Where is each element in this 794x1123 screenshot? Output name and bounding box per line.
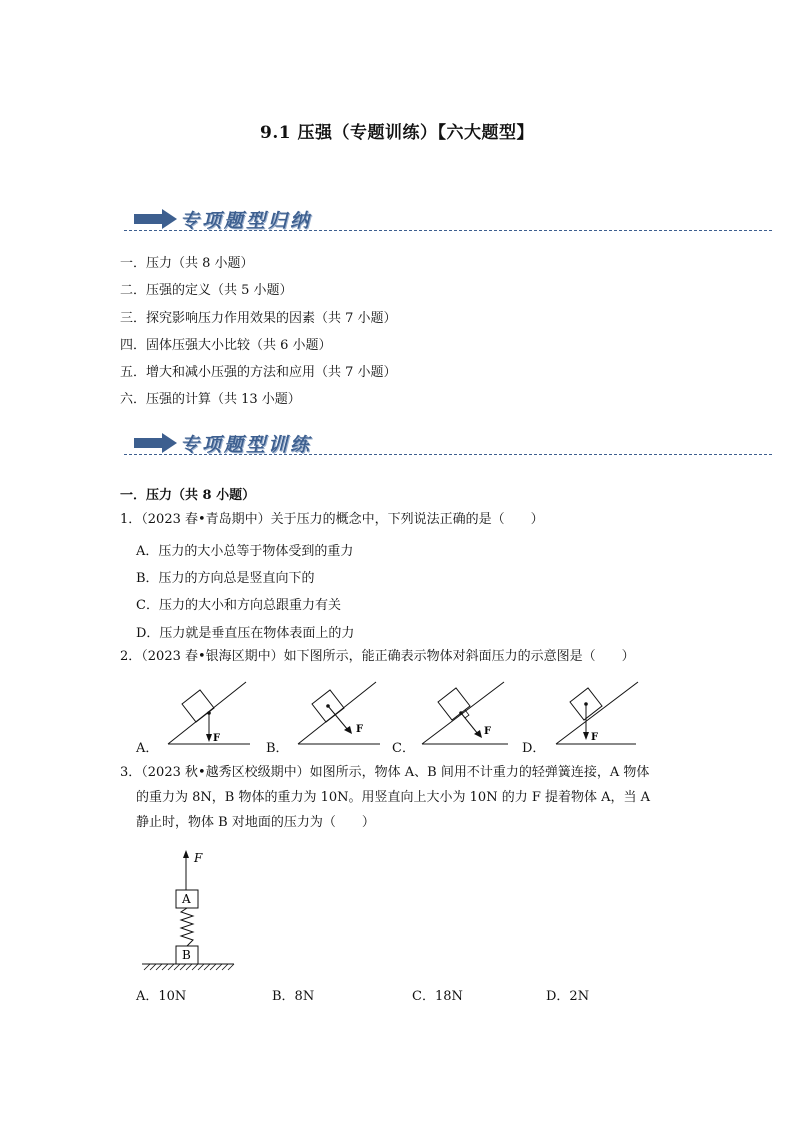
- question-3-option-a[interactable]: A．10N: [136, 989, 187, 1004]
- banner-divider: [124, 230, 772, 231]
- toc-item-1[interactable]: 一．压力（共 8 小题）: [120, 256, 254, 271]
- question-3-option-d[interactable]: D．2N: [546, 989, 590, 1004]
- force-label: F: [484, 726, 492, 737]
- question-1-option-b[interactable]: B．压力的方向总是竖直向下的: [136, 571, 315, 586]
- question-3-stem-line-3: 静止时，物体 B 对地面的压力为（ ）: [136, 815, 375, 830]
- question-2-option-a[interactable]: A．: [136, 741, 159, 756]
- question-2-option-b[interactable]: B．: [266, 741, 289, 756]
- arrow-right-icon: [132, 433, 178, 453]
- toc-item-4[interactable]: 四．固体压强大小比较（共 6 小题）: [120, 338, 332, 353]
- question-1-option-c[interactable]: C．压力的大小和方向总跟重力有关: [136, 598, 341, 613]
- question-3-option-c[interactable]: C．18N: [412, 989, 463, 1004]
- banner-label: 专项题型训练: [180, 434, 313, 456]
- section-banner-summary: [132, 203, 772, 237]
- toc-item-2[interactable]: 二．压强的定义（共 5 小题）: [120, 283, 293, 298]
- figure-d-incline: [552, 678, 652, 750]
- block-a-label: A: [182, 892, 191, 906]
- banner-label: 专项题型归纳: [180, 210, 313, 232]
- figure-spring-blocks: [138, 842, 242, 972]
- toc-item-5[interactable]: 五．增大和减小压强的方法和应用（共 7 小题）: [120, 365, 397, 380]
- force-label: F: [356, 724, 364, 735]
- question-2-option-d[interactable]: D．: [522, 741, 546, 756]
- question-2-stem: 2．（2023 春•银海区期中）如下图所示，能正确表示物体对斜面压力的示意图是（ ）: [120, 649, 635, 664]
- toc-item-3[interactable]: 三．探究影响压力作用效果的因素（共 7 小题）: [120, 311, 397, 326]
- question-1-option-a[interactable]: A．压力的大小总等于物体受到的重力: [136, 544, 354, 559]
- figure-c-incline: [418, 678, 518, 750]
- figure-b-incline: [290, 678, 390, 750]
- page-title: 9.1 压强（专题训练）【六大题型】: [260, 123, 534, 143]
- toc-item-6[interactable]: 六．压强的计算（共 13 小题）: [120, 392, 301, 407]
- question-3-option-b[interactable]: B．8N: [272, 989, 315, 1004]
- force-label: F: [591, 732, 599, 743]
- figure-a-incline: [160, 678, 260, 750]
- block-b-label: B: [182, 948, 191, 962]
- arrow-right-icon: [132, 209, 178, 229]
- question-2-option-c[interactable]: C．: [392, 741, 415, 756]
- section-banner-training: [132, 427, 772, 461]
- spring: [181, 908, 193, 946]
- force-label: F: [213, 733, 221, 744]
- question-1-stem: 1．（2023 春•青岛期中）关于压力的概念中，下列说法正确的是（ ）: [120, 512, 544, 527]
- force-label: F: [194, 851, 203, 865]
- banner-divider: [124, 454, 772, 455]
- section-heading: 一．压力（共 8 小题）: [120, 488, 256, 503]
- question-1-option-d[interactable]: D．压力就是垂直压在物体表面上的力: [136, 626, 355, 641]
- question-3-stem-line-1: 3．（2023 秋•越秀区校级期中）如图所示，物体 A、B 间用不计重力的轻弹簧连接，A 物体: [120, 765, 650, 780]
- question-3-stem-line-2: 的重力为 8N，B 物体的重力为 10N。用竖直向上大小为 10N 的力 F 提着物体 A，当 A: [136, 790, 651, 805]
